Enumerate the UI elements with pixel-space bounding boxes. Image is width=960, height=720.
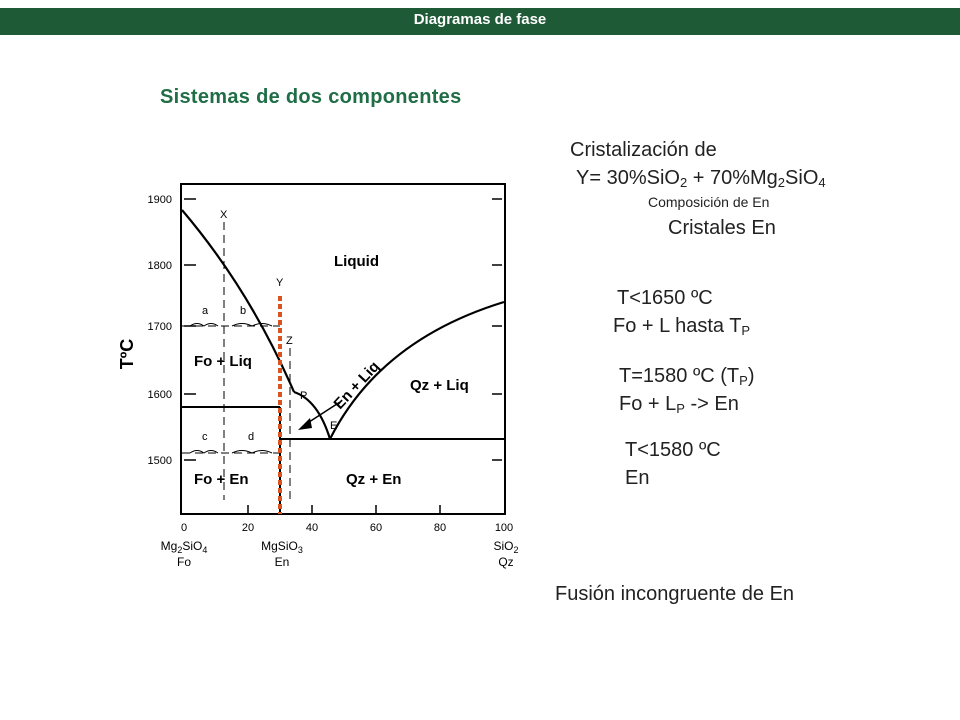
point-p-label: P <box>300 390 308 402</box>
component-fo-abbr: Fo <box>176 555 192 569</box>
step2-line1 <box>619 364 754 393</box>
point-y-label: Y <box>276 277 284 289</box>
comp-mid2: SiO <box>785 167 819 189</box>
cryst-title: Cristalización de <box>570 139 717 161</box>
component-qz-abbr: Qz <box>498 555 514 569</box>
y-tick-1900: 1900 <box>147 194 172 206</box>
page-heading: Sistemas de dos componentes <box>160 86 462 108</box>
point-c-label: c <box>202 431 208 443</box>
x-tick-40: 40 <box>305 522 319 534</box>
qz-liquidus-curve <box>330 302 504 439</box>
step1-line2 <box>613 314 750 343</box>
point-b-label: b <box>240 305 247 317</box>
comp-caption: Composición de En <box>648 194 770 210</box>
step1-sub: P <box>741 323 751 338</box>
step2-sub: P <box>739 373 748 388</box>
x-tick-marks <box>248 505 440 514</box>
step1-line1: T<1650 ºC <box>617 287 713 309</box>
comp-mid: + 70%Mg <box>687 167 778 189</box>
comp-sub1: 2 <box>679 175 688 190</box>
component-fo-formula: $Mg_2SiO_4$ <box>160 539 208 555</box>
y-tick-marks <box>184 199 502 460</box>
field-qz-en: Qz + En <box>346 471 402 488</box>
step1-text: Fo + L hasta T <box>613 315 742 337</box>
comp-prefix: Y= 30%SiO <box>576 167 680 189</box>
step2b-text: Fo + L <box>619 393 677 415</box>
point-x-label: X <box>220 209 228 221</box>
field-fo-en: Fo + En <box>194 471 249 488</box>
plot-frame <box>181 184 505 514</box>
field-liquid: Liquid <box>334 253 379 270</box>
y-tick-1500: 1500 <box>147 455 172 467</box>
phase-diagram <box>100 170 540 580</box>
header-title: Diagramas de fase <box>413 11 547 28</box>
x-tick-80: 80 <box>433 522 447 534</box>
arrow-head <box>298 418 312 430</box>
x-tick-0: 0 <box>180 522 188 534</box>
field-fo-liq: Fo + Liq <box>194 353 252 370</box>
comp-sub2: 2 <box>777 175 786 190</box>
component-qz-formula: SiO$_2$ <box>493 539 519 555</box>
point-z-label: Z <box>286 335 293 347</box>
step3-line1: T<1580 ºC <box>625 439 721 461</box>
component-en-abbr: En <box>274 555 290 569</box>
point-d-label: d <box>248 431 255 443</box>
footer-note: Fusión incongruente de En <box>555 583 795 605</box>
y-tick-1800: 1800 <box>147 260 172 272</box>
step2-line2 <box>619 392 739 421</box>
comp-sub3: 4 <box>818 175 826 190</box>
point-a-label: a <box>202 305 209 317</box>
y-tick-1600: 1600 <box>147 389 172 401</box>
step2-end: ) <box>747 365 755 387</box>
step2b-sub: P <box>676 401 685 416</box>
crystals-label: Cristales En <box>668 217 776 239</box>
y-axis-label: TºC <box>117 338 137 370</box>
y-tick-1700: 1700 <box>147 321 172 333</box>
point-e-label: E <box>330 420 338 432</box>
composition-line <box>576 166 826 195</box>
field-qz-liq: Qz + Liq <box>410 377 469 394</box>
field-en-liq: En + Liq <box>330 358 384 413</box>
x-tick-100: 100 <box>494 522 514 534</box>
step2-text: T=1580 ºC (T <box>619 365 740 387</box>
step2b-end: -> En <box>684 393 739 415</box>
component-en-formula: MgSiO$_3$ <box>261 539 303 555</box>
x-tick-60: 60 <box>369 522 383 534</box>
step3-line2: En <box>625 467 650 489</box>
x-tick-20: 20 <box>241 522 255 534</box>
